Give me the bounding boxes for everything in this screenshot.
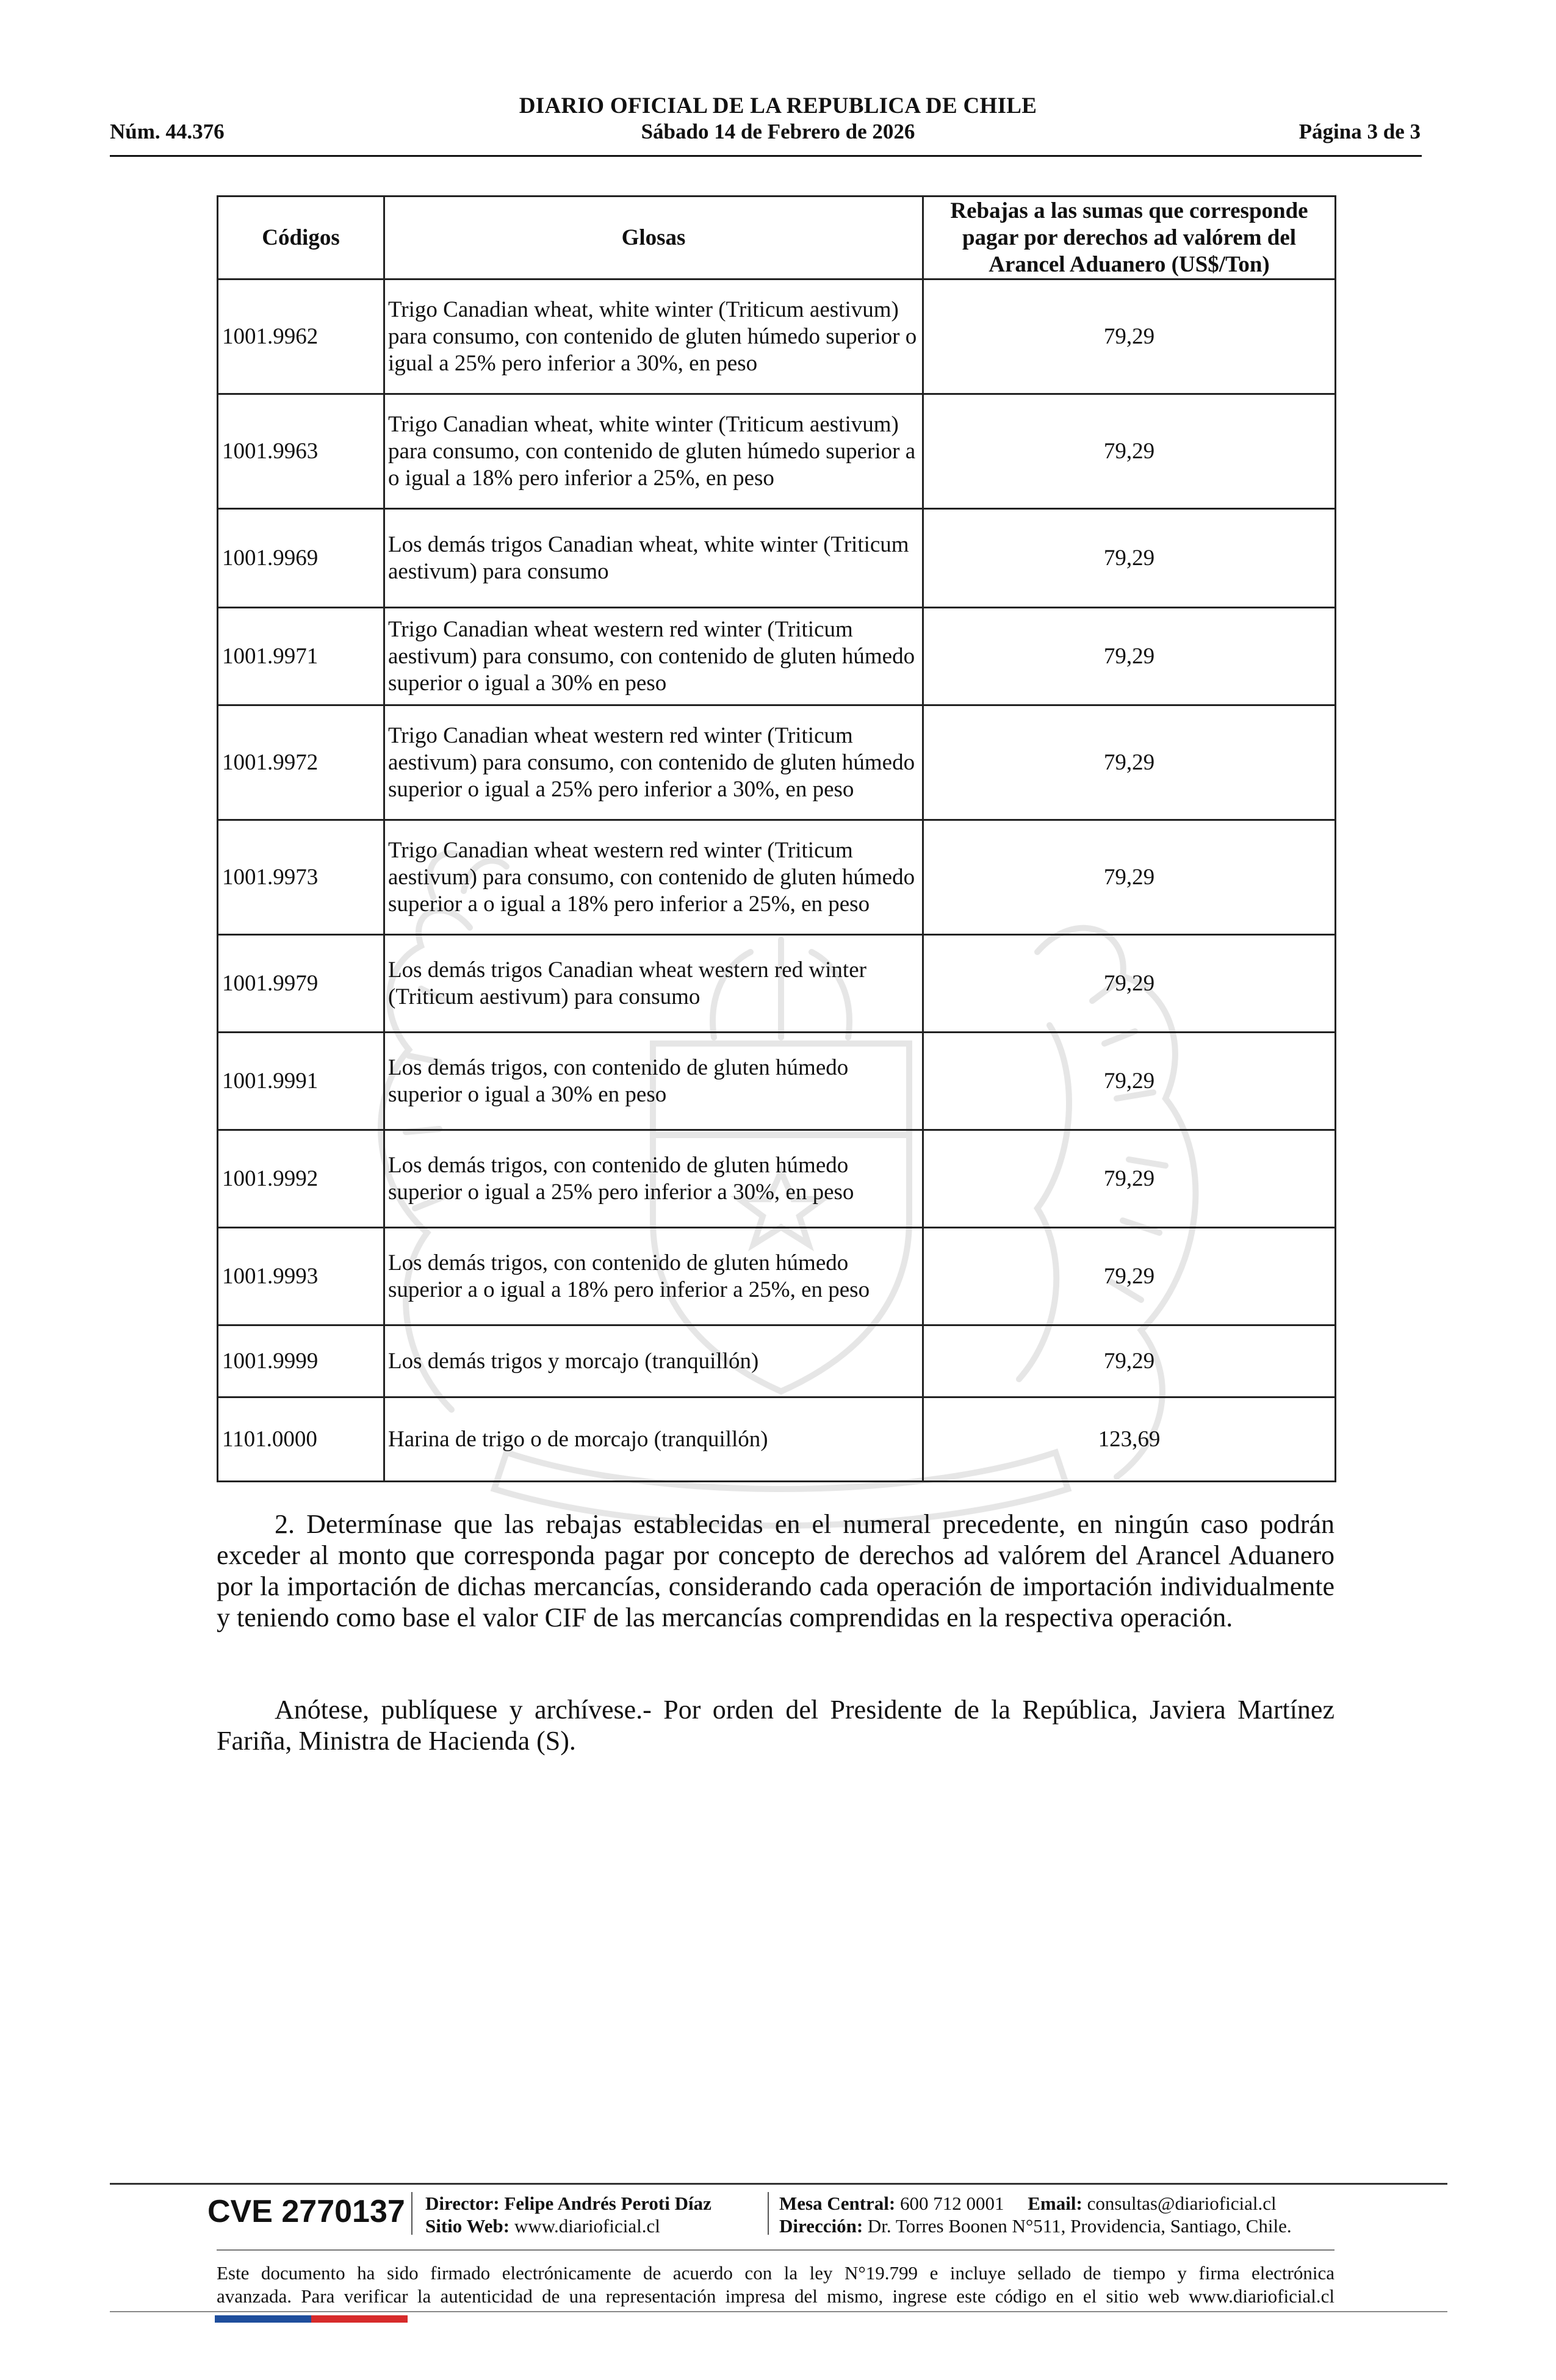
column-header-codes: Códigos [218, 197, 384, 279]
paragraph-2: 2. Determínase que las rebajas establecidas en el numeral precedente, en ningún caso podrán exceder al monto que corresponda pagar por concepto de derechos ad valórem del Arancel Aduanero por la importación de dichas mercancías, considerando cada operación de importación individualmente y teniendo como base el valor CIF de las mercancías comprendidas en la respectiva operación. [217, 1509, 1334, 1632]
site-link[interactable]: www.diarioficial.cl [514, 2215, 660, 2237]
row-glosa: Los demás trigos, con contenido de gluten húmedo superior o igual a 25% pero inferior a 30%, en peso [384, 1130, 923, 1228]
legal-line-1: Este documento ha sido firmado electrónicamente de acuerdo con la ley N°19.799 e incluye sellado de tiempo y firma electrónica [217, 2262, 1334, 2284]
footer-contact-block [779, 2192, 1292, 2237]
row-code: 1001.9962 [218, 279, 384, 394]
row-code: 1001.9979 [218, 935, 384, 1033]
row-value: 79,29 [923, 935, 1336, 1033]
issue-number: Núm. 44.376 [110, 120, 225, 143]
director-name: Felipe Andrés Peroti Díaz [504, 2193, 711, 2214]
row-code: 1001.9973 [218, 820, 384, 935]
row-value: 123,69 [923, 1397, 1336, 1482]
row-glosa: Trigo Canadian wheat, white winter (Triticum aestivum) para consumo, con contenido de gluten húmedo superior a o igual a 18% pero inferior a 25%, en peso [384, 394, 923, 509]
row-code: 1001.9999 [218, 1325, 384, 1397]
publication-title: DIARIO OFICIAL DE LA REPUBLICA DE CHILE [519, 93, 1037, 118]
legal-notice [217, 2262, 1334, 2308]
table-row [218, 1228, 1336, 1325]
header-divider [110, 155, 1422, 157]
footer-separator [411, 2192, 412, 2235]
email-link[interactable]: consultas@diarioficial.cl [1087, 2193, 1277, 2214]
table-row [218, 935, 1336, 1033]
row-glosa: Los demás trigos, con contenido de gluten húmedo superior a o igual a 18% pero inferior a 25%, en peso [384, 1228, 923, 1325]
issue-date: Sábado 14 de Febrero de 2026 [641, 120, 915, 143]
address-label: Dirección: [779, 2215, 863, 2237]
table-row [218, 509, 1336, 608]
flag-stripe-blue [215, 2315, 311, 2323]
footer-separator [768, 2192, 769, 2235]
row-glosa: Los demás trigos Canadian wheat, white winter (Triticum aestivum) para consumo [384, 509, 923, 608]
row-glosa: Harina de trigo o de morcajo (tranquillón) [384, 1397, 923, 1482]
row-value: 79,29 [923, 608, 1336, 705]
row-value: 79,29 [923, 394, 1336, 509]
flag-stripe-red [311, 2315, 408, 2323]
row-value: 79,29 [923, 509, 1336, 608]
page-indicator: Página 3 de 3 [1298, 120, 1421, 143]
footer-director-block [425, 2192, 711, 2237]
row-value: 79,29 [923, 1228, 1336, 1325]
email-label: Email: [1028, 2193, 1082, 2214]
phone-label: Mesa Central: [779, 2193, 896, 2214]
row-value: 79,29 [923, 279, 1336, 394]
row-glosa: Trigo Canadian wheat western red winter (Triticum aestivum) para consumo, con contenido de gluten húmedo superior o igual a 30% en peso [384, 608, 923, 705]
row-glosa: Trigo Canadian wheat western red winter (Triticum aestivum) para consumo, con contenido de gluten húmedo superior a o igual a 18% pero inferior a 25%, en peso [384, 820, 923, 935]
site-label: Sitio Web: [425, 2215, 510, 2237]
row-code: 1001.9963 [218, 394, 384, 509]
cve-code: CVE 2770137 [207, 2194, 405, 2229]
table-row [218, 279, 1336, 394]
table-header-row [218, 197, 1336, 279]
footer-bottom-divider [110, 2311, 1447, 2312]
table-row [218, 1397, 1336, 1482]
row-code: 1001.9972 [218, 705, 384, 820]
row-code: 1001.9971 [218, 608, 384, 705]
address-value: Dr. Torres Boonen N°511, Providencia, Santiago, Chile. [867, 2215, 1292, 2237]
row-glosa: Trigo Canadian wheat western red winter (Triticum aestivum) para consumo, con contenido de gluten húmedo superior o igual a 25% pero inferior a 30%, en peso [384, 705, 923, 820]
table-row [218, 608, 1336, 705]
row-code: 1001.9969 [218, 509, 384, 608]
row-glosa: Los demás trigos Canadian wheat western red winter (Triticum aestivum) para consumo [384, 935, 923, 1033]
row-value: 79,29 [923, 1325, 1336, 1397]
table-row [218, 394, 1336, 509]
row-value: 79,29 [923, 820, 1336, 935]
row-code: 1101.0000 [218, 1397, 384, 1482]
legal-line-2: avanzada. Para verificar la autenticidad de una representación impresa del mismo, ingrese este código en el sitio web www.diarioficial.cl [217, 2285, 1334, 2307]
row-value: 79,29 [923, 1130, 1336, 1228]
row-code: 1001.9992 [218, 1130, 384, 1228]
row-value: 79,29 [923, 705, 1336, 820]
footer-divider [217, 2249, 1334, 2251]
row-glosa: Trigo Canadian wheat, white winter (Triticum aestivum) para consumo, con contenido de gluten húmedo superior o igual a 25% pero inferior a 30%, en peso [384, 279, 923, 394]
director-label: Director: [425, 2193, 500, 2214]
table-row [218, 820, 1336, 935]
column-header-glosas: Glosas [384, 197, 923, 279]
row-glosa: Los demás trigos, con contenido de gluten húmedo superior o igual a 30% en peso [384, 1033, 923, 1130]
table-row [218, 705, 1336, 820]
closing-paragraph: Anótese, publíquese y archívese.- Por orden del Presidente de la República, Javiera Martínez Fariña, Ministra de Hacienda (S). [217, 1695, 1334, 1756]
table-row [218, 1325, 1336, 1397]
phone-value: 600 712 0001 [900, 2193, 1004, 2214]
table-row [218, 1033, 1336, 1130]
row-code: 1001.9993 [218, 1228, 384, 1325]
row-code: 1001.9991 [218, 1033, 384, 1130]
column-header-rebajas: Rebajas a las sumas que corresponde pagar por derechos ad valórem del Arancel Aduanero (US$/Ton) [923, 197, 1336, 279]
table-row [218, 1130, 1336, 1228]
tariff-table [217, 195, 1336, 1482]
footer-top-divider [110, 2183, 1447, 2185]
row-value: 79,29 [923, 1033, 1336, 1130]
row-glosa: Los demás trigos y morcajo (tranquillón) [384, 1325, 923, 1397]
